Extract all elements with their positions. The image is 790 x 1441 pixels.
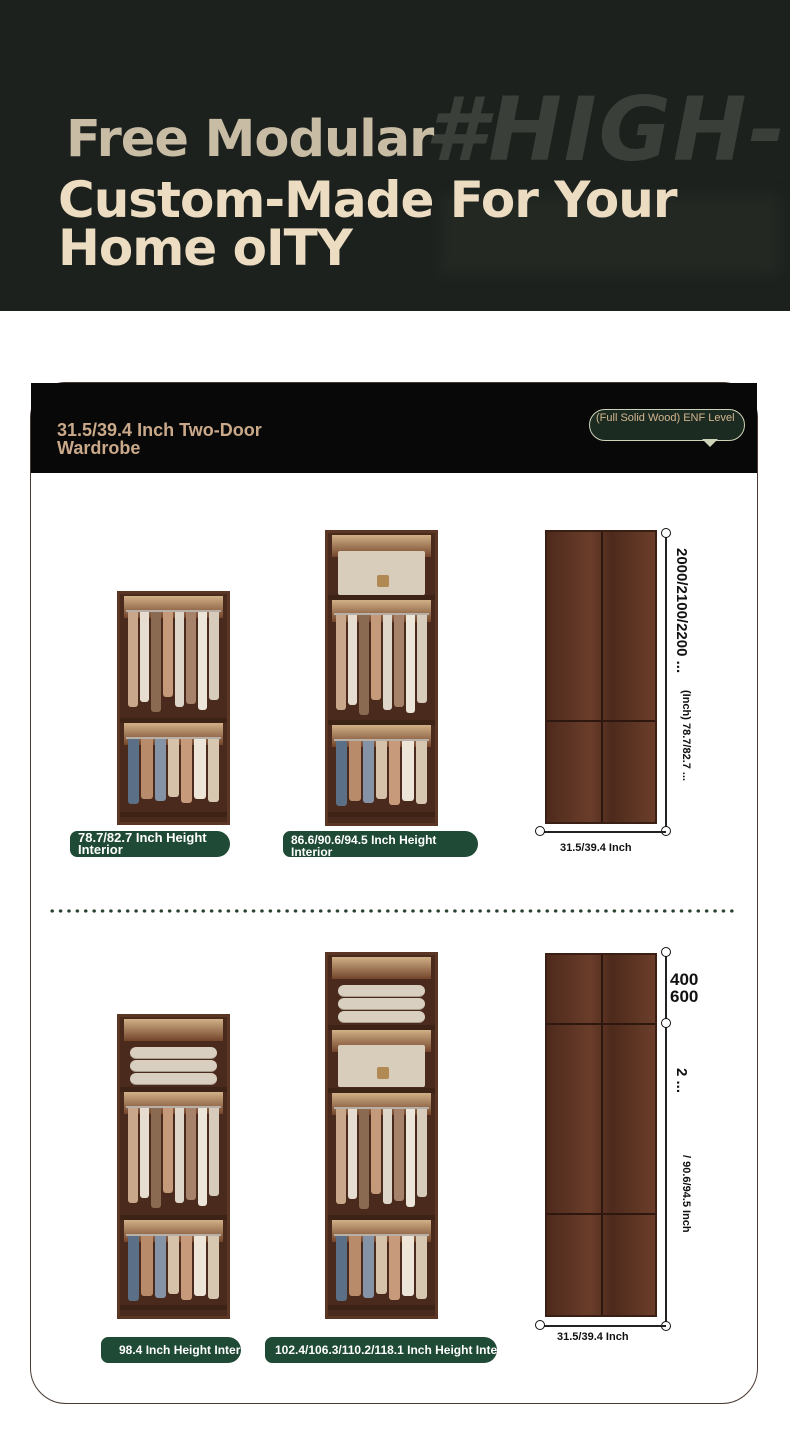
hero-banner (0, 0, 790, 311)
dim-marker (535, 1320, 545, 1330)
wardrobe-front-view (545, 530, 657, 824)
dim-marker (661, 1018, 671, 1028)
top-height-dim-2: 600 (670, 987, 699, 1006)
height-tag-86: 86.6/90.6/94.5 Inch Height Interior (283, 831, 478, 857)
hero-title: Custom-Made For Your Home oITY (58, 171, 677, 277)
height-dim-label: 2000/2100/2200 ... (673, 548, 690, 674)
wardrobe-interior-102 (325, 952, 438, 1319)
badge-tail (702, 439, 718, 447)
wardrobe-front-view-tall (545, 953, 657, 1317)
width-dim-line-2 (540, 1325, 666, 1327)
hero-subtitle: Free Modular (66, 110, 434, 169)
top-height-dim-1: 400 (670, 970, 699, 989)
height-dim-line (665, 535, 667, 827)
material-badge (589, 409, 745, 441)
card-title: 31.5/39.4 Inch Two-Door Wardrobe (57, 420, 262, 458)
height-tag-78: 78.7/82.7 Inch Height Interior (70, 831, 230, 857)
mid-height-dim-label-inch: / 90.6/94.5 Inch (680, 1155, 692, 1233)
width-dim-line (540, 831, 666, 833)
dim-marker (535, 826, 545, 836)
wardrobe-interior-98 (117, 1014, 230, 1319)
dim-marker (661, 528, 671, 538)
height-dim-label-inch: (Inch) 78.7/82.7 ... (680, 690, 692, 782)
width-dim-label-2: 31.5/39.4 Inch (557, 1331, 629, 1343)
height-tag-102: 102.4/106.3/110.2/118.1 Inch Height Interior (265, 1337, 497, 1363)
height-tag-98: 98.4 Inch Height Interior (101, 1337, 241, 1363)
mid-height-dim-label: 2 ... (673, 1068, 690, 1094)
wardrobe-interior-short (117, 591, 230, 825)
wardrobe-interior-tall (325, 530, 438, 826)
hero-watermark: #HIGH- (425, 78, 788, 181)
dim-marker (661, 947, 671, 957)
material-badge-label: (Full Solid Wood) ENF Level (596, 412, 735, 424)
divider (48, 909, 738, 913)
card-header (31, 383, 757, 473)
height-dim-line-2 (665, 955, 667, 1327)
width-dim-label: 31.5/39.4 Inch (560, 842, 632, 854)
